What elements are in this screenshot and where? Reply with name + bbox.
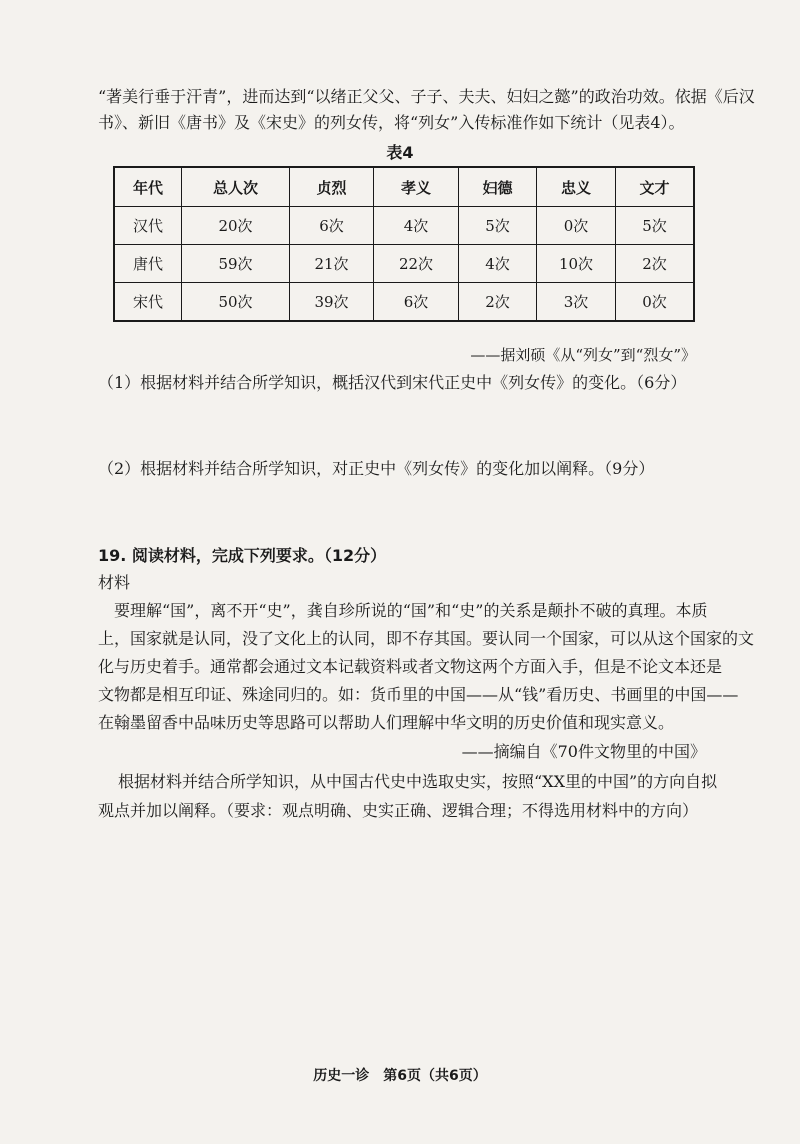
table-header: 贞烈	[290, 167, 374, 207]
material-label: 材料	[98, 573, 131, 592]
table-cell: 50次	[182, 283, 290, 322]
statistics-table	[113, 166, 695, 322]
table-header: 文才	[616, 167, 695, 207]
intro-line-1: “著美行垂于汗青”，进而达到“以绪正父父、子子、夫夫、妇妇之懿”的政治功效。依据《后汉	[98, 87, 755, 106]
material-line: 在翰墨留香中品味历史等思路可以帮助人们理解中华文明的历史价值和现实意义。	[98, 713, 675, 732]
table-header: 忠义	[537, 167, 616, 207]
table-cell: 2次	[616, 245, 695, 283]
table-cell: 5次	[459, 207, 537, 245]
table-cell: 6次	[290, 207, 374, 245]
table-cell: 唐代	[114, 245, 182, 283]
intro-line-2: 书》、新旧《唐书》及《宋史》的列女传，将“列女”入传标准作如下统计（见表4）。	[98, 113, 685, 132]
question-2: （2）根据材料并结合所学知识，对正史中《列女传》的变化加以阐释。（9分）	[98, 459, 655, 478]
page-footer: 历史一诊 第6页（共6页）	[313, 1068, 487, 1084]
table-cell: 5次	[616, 207, 695, 245]
material-line: 上，国家就是认同，没了文化上的认同，即不存其国。要认同一个国家，可以从这个国家的文	[98, 629, 755, 648]
table-cell: 2次	[459, 283, 537, 322]
table-header: 总人次	[182, 167, 290, 207]
table-cell: 59次	[182, 245, 290, 283]
table-cell: 10次	[537, 245, 616, 283]
table-cell: 0次	[537, 207, 616, 245]
table-caption: 表4	[386, 143, 414, 162]
table-cell: 6次	[374, 283, 459, 322]
table-cell: 20次	[182, 207, 290, 245]
question-1: （1）根据材料并结合所学知识，概括汉代到宋代正史中《列女传》的变化。（6分）	[98, 373, 687, 392]
table-cell: 宋代	[114, 283, 182, 322]
table-source: ——据刘硕《从“列女”到“烈女”》	[470, 346, 696, 364]
table-header: 妇德	[459, 167, 537, 207]
table-cell: 21次	[290, 245, 374, 283]
table-header-row	[114, 167, 694, 207]
material-line: 文物都是相互印证、殊途同归的。如：货币里的中国——从“钱”看历史、书画里的中国——	[98, 685, 739, 704]
table-cell: 22次	[374, 245, 459, 283]
question-19-title: 19. 阅读材料，完成下列要求。（12分）	[98, 546, 387, 565]
table-cell: 4次	[459, 245, 537, 283]
table-header: 孝义	[374, 167, 459, 207]
table-cell: 0次	[616, 283, 695, 322]
table-cell: 4次	[374, 207, 459, 245]
table-row	[114, 207, 694, 245]
task-line: 根据材料并结合所学知识，从中国古代史中选取史实，按照“XX里的中国”的方向自拟	[118, 772, 718, 791]
material-line: 要理解“国”，离不开“史”，龚自珍所说的“国”和“史”的关系是颠扑不破的真理。本质	[114, 601, 708, 620]
material-source: ——摘编自《70件文物里的中国》	[461, 742, 706, 761]
material-line: 化与历史着手。通常都会通过文本记载资料或者文物这两个方面入手，但是不论文本还是	[98, 657, 723, 676]
task-line: 观点并加以阐释。（要求：观点明确、史实正确、逻辑合理；不得选用材料中的方向）	[98, 801, 699, 820]
table-header: 年代	[114, 167, 182, 207]
table-row	[114, 245, 694, 283]
table-cell: 39次	[290, 283, 374, 322]
table-row	[114, 283, 694, 322]
table-cell: 汉代	[114, 207, 182, 245]
table-cell: 3次	[537, 283, 616, 322]
